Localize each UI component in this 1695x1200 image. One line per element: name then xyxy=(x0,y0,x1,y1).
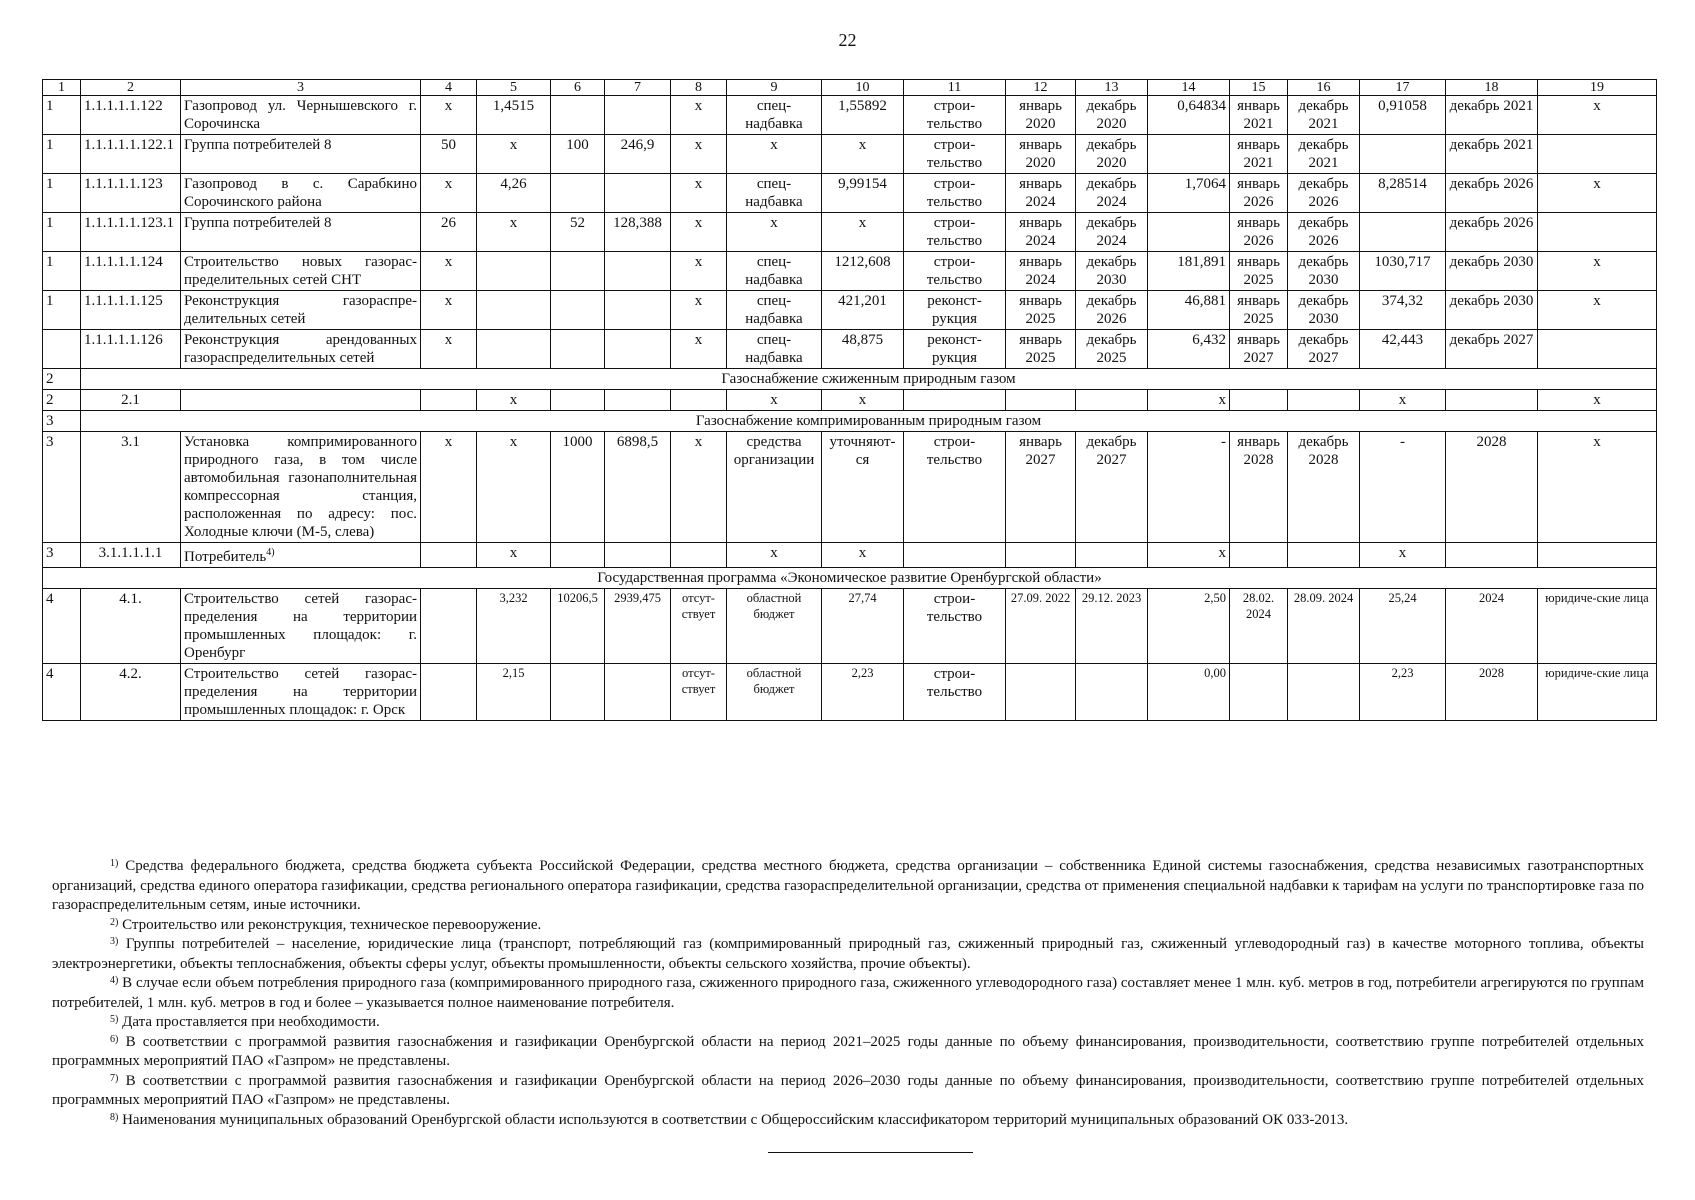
column-number: 7 xyxy=(605,80,671,96)
footnote-mark: 4) xyxy=(266,547,275,558)
table-cell: декабрь 2021 xyxy=(1446,96,1538,135)
table-cell: декабрь 2030 xyxy=(1288,291,1360,330)
table-cell xyxy=(421,390,477,411)
table-cell: строи-тельство xyxy=(904,213,1006,252)
table-cell: 374,32 xyxy=(1360,291,1446,330)
table-cell: 1 xyxy=(43,252,81,291)
table-cell xyxy=(605,96,671,135)
table-cell: 1 xyxy=(43,291,81,330)
table-cell: 2939,475 xyxy=(605,589,671,664)
table-cell: январь 2025 xyxy=(1006,291,1076,330)
table-cell: х xyxy=(1148,390,1230,411)
table-cell: 1000 xyxy=(551,432,605,543)
table-cell: Газопровод в с. Сарабкино Сорочинского района xyxy=(181,174,421,213)
table-cell: 100 xyxy=(551,135,605,174)
table-cell: декабрь 2026 xyxy=(1076,291,1148,330)
footnote-text: Группы потребителей – население, юридические лица (транспорт, потребляющий газ (компримированный природный газ, сжиженный природный газ, сжиженный углеводородный газ) в качестве моторного топлива, объекты электроэнергетики, объекты теплоснабжения, объекты сферы услуг, объекты промышленности, объекты сельского хозяйства, прочие объекты). xyxy=(52,936,1644,972)
footnote-text: Строительство или реконструкция, техническое перевооружение. xyxy=(122,916,542,933)
table-cell xyxy=(1446,543,1538,568)
table-cell xyxy=(1230,543,1288,568)
table-cell: х xyxy=(671,174,727,213)
table-cell: 8,28514 xyxy=(1360,174,1446,213)
table-cell: реконст-рукция xyxy=(904,291,1006,330)
table-cell xyxy=(1230,664,1288,721)
table-cell: 27,74 xyxy=(822,589,904,664)
footnote xyxy=(52,1111,1644,1131)
table-cell: 246,9 xyxy=(605,135,671,174)
column-number: 17 xyxy=(1360,80,1446,96)
table-cell xyxy=(477,252,551,291)
section-row-lng xyxy=(43,369,1657,390)
table-cell xyxy=(1288,543,1360,568)
table-cell: х xyxy=(1538,432,1657,543)
consumer-label: Потребитель xyxy=(184,549,267,565)
column-number: 14 xyxy=(1148,80,1230,96)
table-cell: 2024 xyxy=(1446,589,1538,664)
table-cell: 50 xyxy=(421,135,477,174)
table-cell xyxy=(1288,390,1360,411)
table-cell xyxy=(1538,543,1657,568)
table-cell xyxy=(551,664,605,721)
table-cell: январь 2026 xyxy=(1230,213,1288,252)
table-cell: январь 2020 xyxy=(1006,96,1076,135)
table-cell xyxy=(1360,213,1446,252)
table-cell: декабрь 2027 xyxy=(1446,330,1538,369)
table-cell: январь 2025 xyxy=(1230,291,1288,330)
table-cell xyxy=(904,543,1006,568)
table-cell: 1 xyxy=(43,174,81,213)
table-cell: х xyxy=(477,135,551,174)
footnote-number: 2) xyxy=(110,916,119,928)
table-cell: спец-надбавка xyxy=(727,96,822,135)
table-cell: декабрь 2030 xyxy=(1446,252,1538,291)
table-row xyxy=(43,135,1657,174)
table-row xyxy=(43,213,1657,252)
table-cell: 1030,717 xyxy=(1360,252,1446,291)
table-cell xyxy=(904,390,1006,411)
section-title: Газоснабжение сжиженным природным газом xyxy=(81,369,1657,390)
column-number: 5 xyxy=(477,80,551,96)
table-cell: декабрь 2021 xyxy=(1446,135,1538,174)
footnote-number: 7) xyxy=(110,1072,119,1084)
table-cell xyxy=(605,174,671,213)
table-cell: январь 2024 xyxy=(1006,174,1076,213)
table-cell: 26 xyxy=(421,213,477,252)
table-cell: 2028 xyxy=(1446,664,1538,721)
table-cell: строи-тельство xyxy=(904,664,1006,721)
table-cell: Группа потребителей 8 xyxy=(181,135,421,174)
table-cell: 6898,5 xyxy=(605,432,671,543)
table-row xyxy=(43,330,1657,369)
table-cell: декабрь 2021 xyxy=(1288,96,1360,135)
table-cell: - xyxy=(1360,432,1446,543)
table-cell: 2.1 xyxy=(81,390,181,411)
table-cell: х xyxy=(671,330,727,369)
footnote-number: 6) xyxy=(110,1033,119,1045)
table-cell: спец-надбавка xyxy=(727,330,822,369)
table-cell: х xyxy=(1538,390,1657,411)
table-cell: январь 2025 xyxy=(1006,330,1076,369)
table-cell: Газопровод ул. Чернышевского г. Сорочинска xyxy=(181,96,421,135)
table-cell: 3 xyxy=(43,432,81,543)
table-cell: 27.09. 2022 xyxy=(1006,589,1076,664)
footnote-text: Дата проставляется при необходимости. xyxy=(122,1014,380,1030)
table-cell: х xyxy=(477,213,551,252)
table-cell: - xyxy=(1148,432,1230,543)
table-cell xyxy=(181,390,421,411)
table-cell xyxy=(551,174,605,213)
footnotes xyxy=(52,857,1644,1130)
column-number: 16 xyxy=(1288,80,1360,96)
table-cell: 0,00 xyxy=(1148,664,1230,721)
footnote-text: В соответствии с программой развития газоснабжения и газификации Оренбургской области на период 2026–2030 годы данные по объему финансирования, производительности, соответствию группе потребителей отдельных программных мероприятий ПАО «Газпром» не представлены. xyxy=(52,1072,1645,1108)
column-number: 15 xyxy=(1230,80,1288,96)
column-number: 1 xyxy=(43,80,81,96)
table-cell xyxy=(605,330,671,369)
table-cell: Строительство новых газораспределительных сетей СНТ xyxy=(181,252,421,291)
table-cell: 4 xyxy=(43,589,81,664)
table-cell: х xyxy=(1538,174,1657,213)
column-number: 2 xyxy=(81,80,181,96)
table-cell xyxy=(551,252,605,291)
table-cell: 1,7064 xyxy=(1148,174,1230,213)
table-cell: 2,15 xyxy=(477,664,551,721)
table-cell: 46,881 xyxy=(1148,291,1230,330)
table-cell: 1.1.1.1.1.123 xyxy=(81,174,181,213)
table-row xyxy=(43,543,1657,568)
table-cell: Реконструкция арендованных газораспределительных сетей xyxy=(181,330,421,369)
table-cell: юридиче-ские лица xyxy=(1538,589,1657,664)
table-cell xyxy=(551,291,605,330)
table-cell: юридиче-ские лица xyxy=(1538,664,1657,721)
table-row xyxy=(43,432,1657,543)
table-cell xyxy=(1006,390,1076,411)
table-cell: х xyxy=(1538,96,1657,135)
column-number: 9 xyxy=(727,80,822,96)
footnote-number: 3) xyxy=(110,936,119,947)
table-cell: декабрь 2021 xyxy=(1288,135,1360,174)
table-cell: х xyxy=(727,543,822,568)
table-cell xyxy=(551,390,605,411)
table-cell: 42,443 xyxy=(1360,330,1446,369)
column-number: 8 xyxy=(671,80,727,96)
table-cell: 1.1.1.1.1.122 xyxy=(81,96,181,135)
table-cell: х xyxy=(421,174,477,213)
table-cell: декабрь 2030 xyxy=(1446,291,1538,330)
table-cell: январь 2026 xyxy=(1230,174,1288,213)
table-cell: спец-надбавка xyxy=(727,174,822,213)
table-cell: декабрь 2026 xyxy=(1288,213,1360,252)
table-cell: 4.1. xyxy=(81,589,181,664)
footnote xyxy=(52,1072,1644,1111)
table-cell: х xyxy=(1360,543,1446,568)
table-cell: строи-тельство xyxy=(904,589,1006,664)
table-cell: х xyxy=(1148,543,1230,568)
table-cell xyxy=(1230,390,1288,411)
table-cell: спец-надбавка xyxy=(727,252,822,291)
table-cell xyxy=(1148,213,1230,252)
table-cell: 2,50 xyxy=(1148,589,1230,664)
column-number: 6 xyxy=(551,80,605,96)
column-number: 10 xyxy=(822,80,904,96)
table-cell: январь 2025 xyxy=(1230,252,1288,291)
table-cell xyxy=(1538,330,1657,369)
table-cell: 4,26 xyxy=(477,174,551,213)
table-cell: январь 2021 xyxy=(1230,96,1288,135)
table-cell xyxy=(551,543,605,568)
table-cell xyxy=(671,543,727,568)
column-number: 13 xyxy=(1076,80,1148,96)
section-row-cng xyxy=(43,411,1657,432)
table-cell: х xyxy=(1538,252,1657,291)
footnotes-end-rule xyxy=(768,1152,973,1153)
table-cell: х xyxy=(822,135,904,174)
table-cell: строи-тельство xyxy=(904,432,1006,543)
table-cell: 48,875 xyxy=(822,330,904,369)
table-cell: х xyxy=(822,390,904,411)
table-cell: 1 xyxy=(43,96,81,135)
column-number: 3 xyxy=(181,80,421,96)
table-cell xyxy=(43,330,81,369)
table-cell: 1 xyxy=(43,213,81,252)
table-cell xyxy=(605,390,671,411)
table-cell: 2028 xyxy=(1446,432,1538,543)
table-cell: январь 2027 xyxy=(1006,432,1076,543)
section-row-program xyxy=(43,568,1657,589)
table-cell: х xyxy=(421,252,477,291)
table-cell: 1.1.1.1.1.126 xyxy=(81,330,181,369)
table-cell: 128,388 xyxy=(605,213,671,252)
table-cell: Реконструкция газораспределительных сетей xyxy=(181,291,421,330)
table-cell: х xyxy=(671,252,727,291)
footnote xyxy=(52,974,1644,1013)
footnote-number: 8) xyxy=(110,1111,119,1123)
table-cell: х xyxy=(1360,390,1446,411)
footnote-text: В случае если объем потребления природного газа (компримированного природного газа, сжиженного природного газа, сжиженного углеводородного газа) составляет менее 1 млн. куб. метров в год, потребители агрегируются по группам потребителей, 1 млн. куб. метров в год и более – указывается полное наименование потребителя. xyxy=(52,975,1644,1011)
table-cell: 2 xyxy=(43,390,81,411)
table-cell: 1.1.1.1.1.124 xyxy=(81,252,181,291)
table-cell: х xyxy=(421,330,477,369)
table-cell: 1,55892 xyxy=(822,96,904,135)
table-cell: строи-тельство xyxy=(904,174,1006,213)
table-cell xyxy=(605,252,671,291)
table-cell: декабрь 2026 xyxy=(1288,174,1360,213)
column-number: 4 xyxy=(421,80,477,96)
table-cell: 9,99154 xyxy=(822,174,904,213)
table-cell xyxy=(421,543,477,568)
footnote-text: Наименования муниципальных образований Оренбургской области используются в соответствии с Общероссийским классификатором территорий муниципальных образований ОК 033-2013. xyxy=(122,1111,1349,1128)
table-cell: х xyxy=(727,135,822,174)
table-cell xyxy=(1076,664,1148,721)
table-cell: х xyxy=(671,432,727,543)
table-cell: 3.1.1.1.1.1 xyxy=(81,543,181,568)
table-cell: строи-тельство xyxy=(904,135,1006,174)
table-cell: строи-тельство xyxy=(904,96,1006,135)
table-cell: январь 2024 xyxy=(1006,252,1076,291)
table-cell: 3,232 xyxy=(477,589,551,664)
table-cell: январь 2021 xyxy=(1230,135,1288,174)
table-cell: 1 xyxy=(43,135,81,174)
table-cell: Строительство сетей газораспределения на территории промышленных площадок: г. Оренбург xyxy=(181,589,421,664)
table-cell: 3.1 xyxy=(81,432,181,543)
table-cell: х xyxy=(671,135,727,174)
table-row xyxy=(43,291,1657,330)
table-cell: областной бюджет xyxy=(727,589,822,664)
table-cell xyxy=(1006,664,1076,721)
table-cell: строи-тельство xyxy=(904,252,1006,291)
column-number: 19 xyxy=(1538,80,1657,96)
table-cell: 28.02. 2024 xyxy=(1230,589,1288,664)
table-cell xyxy=(1006,543,1076,568)
table-cell: декабрь 2026 xyxy=(1446,174,1538,213)
footnote-text: В соответствии с программой развития газоснабжения и газификации Оренбургской области на период 2021–2025 годы данные по объему финансирования, производительности, соответствию группе потребителей отдельных программных мероприятий ПАО «Газпром» не представлены. xyxy=(52,1033,1645,1069)
table-cell: декабрь 2025 xyxy=(1076,330,1148,369)
table-cell: Группа потребителей 8 xyxy=(181,213,421,252)
table-cell: 10206,5 xyxy=(551,589,605,664)
table-cell: 1.1.1.1.1.125 xyxy=(81,291,181,330)
table-cell: декабрь 2027 xyxy=(1288,330,1360,369)
table-cell: Строительство сетей газораспределения на территории промышленных площадок: г. Орск xyxy=(181,664,421,721)
table-cell: 4 xyxy=(43,664,81,721)
table-cell: отсут-ствует xyxy=(671,664,727,721)
table-row xyxy=(43,390,1657,411)
table-cell: реконст-рукция xyxy=(904,330,1006,369)
table-cell xyxy=(1360,135,1446,174)
table-cell: 2,23 xyxy=(1360,664,1446,721)
table-cell: 29.12. 2023 xyxy=(1076,589,1148,664)
table-cell: х xyxy=(822,213,904,252)
table-cell: областной бюджет xyxy=(727,664,822,721)
table-cell xyxy=(421,664,477,721)
table-cell: декабрь 2026 xyxy=(1446,213,1538,252)
section-title: Государственная программа «Экономическое развитие Оренбургской области» xyxy=(43,568,1657,589)
table-cell: 1212,608 xyxy=(822,252,904,291)
table-cell: х xyxy=(421,432,477,543)
section-number: 2 xyxy=(43,369,81,390)
footnote xyxy=(52,916,1644,936)
table-cell: декабрь 2024 xyxy=(1076,174,1148,213)
table-cell: средства организации xyxy=(727,432,822,543)
table-cell: х xyxy=(727,390,822,411)
table-cell: 181,891 xyxy=(1148,252,1230,291)
table-cell: декабрь 2030 xyxy=(1076,252,1148,291)
table-cell xyxy=(1148,135,1230,174)
table-cell xyxy=(605,543,671,568)
footnote xyxy=(52,1033,1644,1072)
footnote xyxy=(52,857,1644,916)
footnote-number: 4) xyxy=(110,975,119,986)
footnote xyxy=(52,1013,1644,1033)
table-cell: спец-надбавка xyxy=(727,291,822,330)
table-cell: х xyxy=(1538,291,1657,330)
table-cell: уточняют-ся xyxy=(822,432,904,543)
table-cell: декабрь 2030 xyxy=(1288,252,1360,291)
table-cell xyxy=(477,330,551,369)
table-cell: 421,201 xyxy=(822,291,904,330)
table-cell xyxy=(671,390,727,411)
section-number: 3 xyxy=(43,411,81,432)
table-cell: декабрь 2028 xyxy=(1288,432,1360,543)
table-row xyxy=(43,664,1657,721)
table-cell xyxy=(181,543,421,568)
table-cell: х xyxy=(477,543,551,568)
table-cell: январь 2028 xyxy=(1230,432,1288,543)
page-number: 22 xyxy=(838,30,857,50)
table-cell xyxy=(551,96,605,135)
table-row xyxy=(43,252,1657,291)
table-cell xyxy=(1076,390,1148,411)
table-cell: 0,91058 xyxy=(1360,96,1446,135)
table-cell xyxy=(1446,390,1538,411)
section-title: Газоснабжение компримированным природным газом xyxy=(81,411,1657,432)
table-cell: 6,432 xyxy=(1148,330,1230,369)
footnote-text: Средства федерального бюджета, средства бюджета субъекта Российской Федерации, средства местного бюджета, средства организации – собственника Единой системы газоснабжения, средства независимых газотранспортных организаций, средства единого оператора газификации, средства регионального оператора газификации, средства газораспределительной организации, средства от применения специальной надбавки к тарифам на услуги по транспортировке газа по газораспределительным сетям, иные источники. xyxy=(52,858,1644,913)
table-cell: 0,64834 xyxy=(1148,96,1230,135)
table-cell xyxy=(1538,135,1657,174)
table-cell: декабрь 2027 xyxy=(1076,432,1148,543)
table-cell: отсут-ствует xyxy=(671,589,727,664)
table-row xyxy=(43,174,1657,213)
table-cell: 52 xyxy=(551,213,605,252)
table-cell: 3 xyxy=(43,543,81,568)
table-cell: х xyxy=(477,432,551,543)
table-cell xyxy=(421,589,477,664)
table-cell: декабрь 2020 xyxy=(1076,135,1148,174)
table-cell: 1.1.1.1.1.123.1 xyxy=(81,213,181,252)
footnote xyxy=(52,935,1644,974)
table-cell: Установка компримированного природного газа, в том числе автомобильная газонаполнительная компрессорная станция, расположенная по адресу: пос. Холодные ключи (М-5, слева) xyxy=(181,432,421,543)
table-cell: январь 2020 xyxy=(1006,135,1076,174)
table-cell: 2,23 xyxy=(822,664,904,721)
table-cell: х xyxy=(421,96,477,135)
table-cell xyxy=(477,291,551,330)
gasification-table xyxy=(42,79,1657,721)
table-cell: январь 2024 xyxy=(1006,213,1076,252)
table-cell: х xyxy=(477,390,551,411)
table-cell: декабрь 2020 xyxy=(1076,96,1148,135)
table-cell: 1.1.1.1.1.122.1 xyxy=(81,135,181,174)
column-number: 12 xyxy=(1006,80,1076,96)
column-number: 11 xyxy=(904,80,1006,96)
table-cell: 4.2. xyxy=(81,664,181,721)
table-cell xyxy=(551,330,605,369)
table-cell xyxy=(1288,664,1360,721)
table-cell: х xyxy=(822,543,904,568)
table-row xyxy=(43,589,1657,664)
table-cell: 25,24 xyxy=(1360,589,1446,664)
table-cell: х xyxy=(421,291,477,330)
table-cell xyxy=(1076,543,1148,568)
footnote-number: 5) xyxy=(110,1014,119,1025)
table-cell: х xyxy=(727,213,822,252)
table-row xyxy=(43,96,1657,135)
column-number: 18 xyxy=(1446,80,1538,96)
table-cell: х xyxy=(671,213,727,252)
table-cell: январь 2027 xyxy=(1230,330,1288,369)
table-cell: декабрь 2024 xyxy=(1076,213,1148,252)
table-cell: 1,4515 xyxy=(477,96,551,135)
table-cell xyxy=(1538,213,1657,252)
table-cell: 28.09. 2024 xyxy=(1288,589,1360,664)
column-number-row xyxy=(43,80,1657,96)
table-cell: х xyxy=(671,291,727,330)
table-cell: х xyxy=(671,96,727,135)
table-cell xyxy=(605,291,671,330)
footnote-number: 1) xyxy=(110,858,119,869)
table-cell xyxy=(605,664,671,721)
